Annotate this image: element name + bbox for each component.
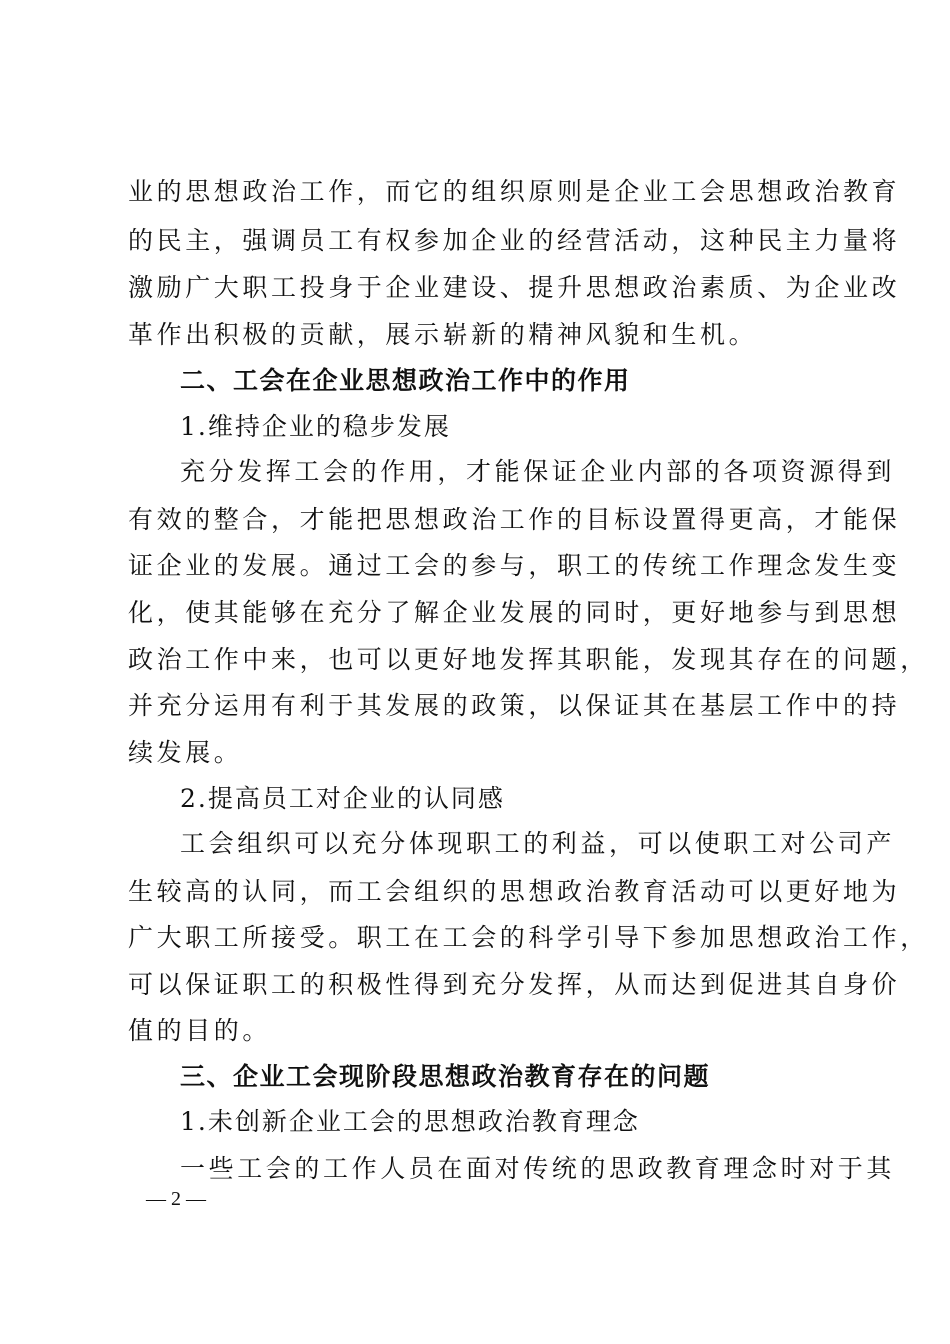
paragraph-line: 生较高的认同，而工会组织的思想政治教育活动可以更好地为 bbox=[128, 877, 901, 906]
subsection-heading: 1.未创新企业工会的思想政治教育理念 bbox=[180, 1107, 640, 1136]
paragraph-line: 工会组织可以充分体现职工的利益，可以使职工对公司产 bbox=[180, 829, 896, 858]
section-heading-3: 三、企业工会现阶段思想政治教育存在的问题 bbox=[180, 1062, 711, 1091]
paragraph-line: 的民主，强调员工有权参加企业的经营活动，这种民主力量将 bbox=[128, 226, 901, 255]
paragraph-line: 充分发挥工会的作用，才能保证企业内部的各项资源得到 bbox=[180, 457, 896, 486]
paragraph-line: 政治工作中来，也可以更好地发挥其职能，发现其存在的问题， bbox=[128, 645, 929, 674]
paragraph-line: 广大职工所接受。职工在工会的科学引导下参加思想政治工作， bbox=[128, 923, 929, 952]
paragraph-line: 激励广大职工投身于企业建设、提升思想政治素质、为企业改 bbox=[128, 273, 901, 302]
subsection-heading: 1.维持企业的稳步发展 bbox=[180, 412, 451, 441]
section-heading-2: 二、工会在企业思想政治工作中的作用 bbox=[180, 366, 631, 395]
paragraph-line: 有效的整合，才能把思想政治工作的目标设置得更高，才能保 bbox=[128, 505, 901, 534]
paragraph-line: 革作出积极的贡献，展示崭新的精神风貌和生机。 bbox=[128, 320, 758, 349]
paragraph-line: 证企业的发展。通过工会的参与，职工的传统工作理念发生变 bbox=[128, 551, 901, 580]
paragraph-line: 可以保证职工的积极性得到充分发挥，从而达到促进其自身价 bbox=[128, 970, 901, 999]
paragraph-line: 业的思想政治工作，而它的组织原则是企业工会思想政治教育 bbox=[128, 177, 901, 206]
paragraph-line: 一些工会的工作人员在面对传统的思政教育理念时对于其 bbox=[180, 1154, 896, 1183]
paragraph-line: 续发展。 bbox=[128, 738, 243, 767]
subsection-heading: 2.提高员工对企业的认同感 bbox=[180, 784, 505, 813]
paragraph-line: 并充分运用有利于其发展的政策，以保证其在基层工作中的持 bbox=[128, 691, 901, 720]
paragraph-line: 化，使其能够在充分了解企业发展的同时，更好地参与到思想 bbox=[128, 598, 901, 627]
page-number: — 2 — bbox=[146, 1188, 206, 1210]
paragraph-line: 值的目的。 bbox=[128, 1016, 272, 1045]
